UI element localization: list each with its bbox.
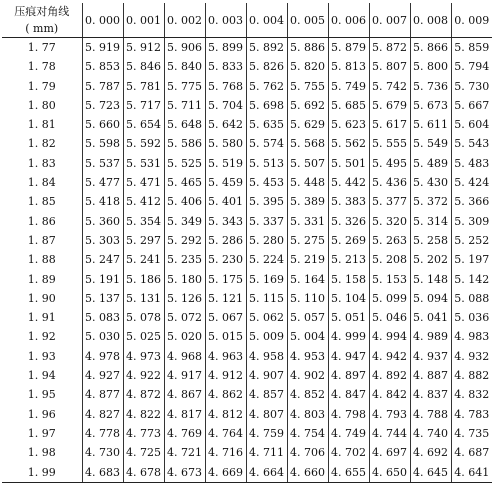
row-label: 1. 77	[27, 41, 56, 54]
table-cell: 4. 641	[451, 463, 492, 483]
table-cell: 4. 692	[410, 443, 451, 462]
table-cell: 4. 932	[451, 347, 492, 366]
row-label: 1. 85	[27, 195, 56, 209]
table-cell: 5. 586	[164, 134, 205, 153]
table-cell: 4. 773	[123, 424, 164, 443]
table-cell: 5. 224	[246, 250, 287, 269]
table-cell: 4. 817	[164, 405, 205, 424]
table-cell: 5. 191	[82, 270, 123, 289]
table-cell: 5. 051	[328, 308, 369, 327]
table-cell: 5. 531	[123, 154, 164, 173]
table-row	[2, 308, 492, 327]
table-row	[2, 289, 492, 308]
table-row	[2, 115, 492, 134]
table-cell: 4. 822	[123, 405, 164, 424]
table-cell: 5. 660	[82, 115, 123, 134]
table-cell: 4. 953	[287, 347, 328, 366]
table-cell: 5. 543	[451, 134, 492, 153]
table-cell: 5. 015	[205, 327, 246, 346]
table-row	[2, 212, 492, 231]
table-row	[2, 57, 492, 76]
table-cell: 4. 798	[328, 405, 369, 424]
table-cell: 5. 213	[328, 250, 369, 269]
column-header: 0. 008	[410, 3, 451, 38]
table-cell: 5. 131	[123, 289, 164, 308]
table-cell: 5. 692	[287, 96, 328, 115]
table-cell: 4. 912	[205, 366, 246, 385]
table-cell: 5. 648	[164, 115, 205, 134]
table-cell: 5. 673	[410, 96, 451, 115]
table-cell: 4. 827	[82, 405, 123, 424]
table-cell: 4. 942	[369, 347, 410, 366]
table-cell: 4. 735	[451, 424, 492, 443]
table-cell: 5. 326	[328, 212, 369, 231]
table-cell: 5. 711	[164, 96, 205, 115]
table-cell: 5. 906	[164, 38, 205, 58]
table-cell: 5. 833	[205, 57, 246, 76]
column-header: 0. 001	[123, 3, 164, 38]
table-cell: 5. 137	[82, 289, 123, 308]
table-cell: 5. 629	[287, 115, 328, 134]
table-cell: 4. 650	[369, 463, 410, 483]
table-cell: 4. 678	[123, 463, 164, 483]
row-label: 1. 88	[27, 253, 56, 267]
table-cell: 4. 999	[328, 327, 369, 346]
table-cell: 4. 749	[328, 424, 369, 443]
table-row	[2, 231, 492, 250]
table-cell: 4. 740	[410, 424, 451, 443]
table-cell: 4. 877	[82, 385, 123, 404]
table-cell: 5. 088	[451, 289, 492, 308]
table-cell: 4. 892	[369, 366, 410, 385]
table-cell: 5. 604	[451, 115, 492, 134]
table-cell: 5. 580	[205, 134, 246, 153]
table-cell: 5. 110	[287, 289, 328, 308]
table-cell: 5. 859	[451, 38, 492, 58]
table-cell: 5. 755	[287, 77, 328, 96]
table-row	[2, 270, 492, 289]
table-cell: 4. 989	[410, 327, 451, 346]
table-cell: 5. 175	[205, 270, 246, 289]
table-row	[2, 443, 492, 462]
table-row	[2, 366, 492, 385]
table-cell: 5. 354	[123, 212, 164, 231]
table-cell: 5. 717	[123, 96, 164, 115]
table-cell: 5. 036	[451, 308, 492, 327]
table-cell: 5. 406	[164, 192, 205, 211]
table-row	[2, 385, 492, 404]
table-cell: 5. 807	[369, 57, 410, 76]
table-cell: 4. 702	[328, 443, 369, 462]
corner-unit: ( mm)	[25, 22, 59, 35]
table-cell: 4. 812	[205, 405, 246, 424]
table-cell: 4. 978	[82, 347, 123, 366]
table-cell: 4. 759	[246, 424, 287, 443]
table-cell: 5. 800	[410, 57, 451, 76]
table-cell: 5. 395	[246, 192, 287, 211]
table-cell: 5. 292	[164, 231, 205, 250]
table-cell: 5. 258	[410, 231, 451, 250]
table-cell: 5. 442	[328, 173, 369, 192]
table-cell: 5. 679	[369, 96, 410, 115]
table-cell: 5. 383	[328, 192, 369, 211]
table-cell: 5. 525	[164, 154, 205, 173]
table-cell: 5. 781	[123, 77, 164, 96]
table-cell: 5. 704	[205, 96, 246, 115]
table-cell: 5. 067	[205, 308, 246, 327]
table-row	[2, 77, 492, 96]
table-cell: 5. 360	[82, 212, 123, 231]
table-cell: 4. 983	[451, 327, 492, 346]
table-cell: 5. 158	[328, 270, 369, 289]
table-cell: 5. 153	[369, 270, 410, 289]
row-label: 1. 82	[27, 137, 56, 151]
table-cell: 5. 685	[328, 96, 369, 115]
table-cell: 5. 879	[328, 38, 369, 58]
table-cell: 5. 762	[246, 77, 287, 96]
table-cell: 5. 126	[164, 289, 205, 308]
row-label: 1. 83	[27, 156, 56, 170]
table-cell: 4. 907	[246, 366, 287, 385]
table-row	[2, 96, 492, 115]
table-cell: 5. 020	[164, 327, 205, 346]
table-cell: 4. 769	[164, 424, 205, 443]
table-cell: 5. 297	[123, 231, 164, 250]
table-cell: 5. 418	[82, 192, 123, 211]
table-cell: 4. 882	[451, 366, 492, 385]
table-cell: 5. 275	[287, 231, 328, 250]
table-cell: 5. 846	[123, 57, 164, 76]
table-cell: 5. 121	[205, 289, 246, 308]
column-header: 0. 003	[205, 3, 246, 38]
table-cell: 4. 958	[246, 347, 287, 366]
table-cell: 5. 197	[451, 250, 492, 269]
table-cell: 5. 062	[246, 308, 287, 327]
row-label: 1. 92	[27, 330, 56, 344]
table-cell: 4. 887	[410, 366, 451, 385]
table-cell: 5. 698	[246, 96, 287, 115]
table-cell: 5. 430	[410, 173, 451, 192]
table-cell: 5. 820	[287, 57, 328, 76]
table-cell: 5. 892	[246, 38, 287, 58]
table-cell: 5. 343	[205, 212, 246, 231]
table-cell: 5. 202	[410, 250, 451, 269]
table-cell: 4. 673	[164, 463, 205, 483]
table-cell: 5. 083	[82, 308, 123, 327]
table-cell: 5. 519	[205, 154, 246, 173]
table-cell: 4. 832	[451, 385, 492, 404]
row-label: 1. 80	[27, 98, 56, 112]
table-cell: 4. 857	[246, 385, 287, 404]
table-cell: 5. 866	[410, 38, 451, 58]
table-cell: 5. 471	[123, 173, 164, 192]
table-cell: 5. 598	[82, 134, 123, 153]
table-cell: 4. 862	[205, 385, 246, 404]
table-cell: 5. 241	[123, 250, 164, 269]
table-cell: 5. 495	[369, 154, 410, 173]
table-cell: 4. 927	[82, 366, 123, 385]
table-cell: 5. 501	[328, 154, 369, 173]
table-cell: 5. 286	[205, 231, 246, 250]
table-cell: 5. 872	[369, 38, 410, 58]
table-cell: 4. 783	[451, 405, 492, 424]
table-cell: 4. 917	[164, 366, 205, 385]
table-cell: 5. 617	[369, 115, 410, 134]
column-header: 0. 004	[246, 3, 287, 38]
table-cell: 5. 730	[451, 77, 492, 96]
table-cell: 4. 793	[369, 405, 410, 424]
table-cell: 5. 775	[164, 77, 205, 96]
table-cell: 5. 208	[369, 250, 410, 269]
table-cell: 5. 320	[369, 212, 410, 231]
table-cell: 5. 303	[82, 231, 123, 250]
table-cell: 5. 537	[82, 154, 123, 173]
table-cell: 5. 314	[410, 212, 451, 231]
table-cell: 4. 730	[82, 443, 123, 462]
table-cell: 5. 642	[205, 115, 246, 134]
table-cell: 4. 725	[123, 443, 164, 462]
row-label: 1. 91	[27, 311, 56, 325]
table-cell: 4. 937	[410, 347, 451, 366]
table-cell: 5. 794	[451, 57, 492, 76]
table-body	[2, 38, 492, 483]
table-cell: 5. 787	[82, 77, 123, 96]
table-cell: 5. 104	[328, 289, 369, 308]
table-cell: 5. 372	[410, 192, 451, 211]
table-cell: 5. 623	[328, 115, 369, 134]
table-cell: 5. 813	[328, 57, 369, 76]
table-cell: 4. 963	[205, 347, 246, 366]
table-row	[2, 405, 492, 424]
table-cell: 4. 655	[328, 463, 369, 483]
table-cell: 4. 807	[246, 405, 287, 424]
table-cell: 5. 389	[287, 192, 328, 211]
table-cell: 4. 803	[287, 405, 328, 424]
row-label: 1. 96	[27, 407, 56, 421]
row-label: 1. 86	[27, 214, 56, 228]
row-label: 1. 95	[27, 388, 56, 402]
table-cell: 5. 749	[328, 77, 369, 96]
table-cell: 5. 853	[82, 57, 123, 76]
table-cell: 5. 142	[451, 270, 492, 289]
table-cell: 4. 788	[410, 405, 451, 424]
table-cell: 4. 922	[123, 366, 164, 385]
table-cell: 5. 041	[410, 308, 451, 327]
table-cell: 5. 635	[246, 115, 287, 134]
table-cell: 4. 744	[369, 424, 410, 443]
row-label: 1. 81	[27, 118, 56, 132]
row-label: 1. 99	[2, 463, 82, 483]
table-cell: 5. 269	[328, 231, 369, 250]
table-cell: 5. 099	[369, 289, 410, 308]
table-row	[2, 327, 492, 346]
table-cell: 5. 004	[287, 327, 328, 346]
table-cell: 4. 706	[287, 443, 328, 462]
table-cell: 5. 453	[246, 173, 287, 192]
table-cell: 4. 968	[164, 347, 205, 366]
table-cell: 5. 436	[369, 173, 410, 192]
table-cell: 4. 764	[205, 424, 246, 443]
table-cell: 4. 872	[123, 385, 164, 404]
table-cell: 5. 349	[164, 212, 205, 231]
table-cell: 5. 826	[246, 57, 287, 76]
table-cell: 4. 778	[82, 424, 123, 443]
table-row	[2, 463, 492, 483]
table-cell: 5. 448	[287, 173, 328, 192]
table-cell: 5. 025	[123, 327, 164, 346]
table-cell: 5. 723	[82, 96, 123, 115]
table-cell: 4. 754	[287, 424, 328, 443]
table-cell: 5. 252	[451, 231, 492, 250]
table-cell: 5. 057	[287, 308, 328, 327]
column-header: 0. 005	[287, 3, 328, 38]
table-row	[2, 173, 492, 192]
table-cell: 4. 660	[287, 463, 328, 483]
table-cell: 5. 309	[451, 212, 492, 231]
column-header: 0. 009	[451, 3, 492, 38]
table-cell: 5. 477	[82, 173, 123, 192]
table-row	[2, 424, 492, 443]
table-cell: 5. 562	[328, 134, 369, 153]
row-label: 1. 97	[27, 426, 56, 440]
hardness-table	[2, 3, 492, 483]
table-cell: 5. 549	[410, 134, 451, 153]
table-cell: 4. 711	[246, 443, 287, 462]
table-cell: 5. 483	[451, 154, 492, 173]
table-cell: 5. 568	[287, 134, 328, 153]
row-label: 1. 79	[27, 79, 56, 93]
table-row	[2, 192, 492, 211]
table-cell: 5. 412	[123, 192, 164, 211]
table-cell: 5. 280	[246, 231, 287, 250]
table-cell: 4. 837	[410, 385, 451, 404]
table-cell: 5. 247	[82, 250, 123, 269]
table-cell: 5. 899	[205, 38, 246, 58]
table-cell: 5. 513	[246, 154, 287, 173]
table-cell: 4. 847	[328, 385, 369, 404]
table-row	[2, 250, 492, 269]
column-header: 0. 007	[369, 3, 410, 38]
table-cell: 5. 148	[410, 270, 451, 289]
table-cell: 4. 687	[451, 443, 492, 462]
table-cell: 4. 721	[164, 443, 205, 462]
table-cell: 5. 094	[410, 289, 451, 308]
table-cell: 5. 030	[82, 327, 123, 346]
row-label: 1. 87	[27, 233, 56, 247]
table-cell: 4. 902	[287, 366, 328, 385]
corner-header	[2, 3, 82, 38]
table-row	[2, 38, 492, 58]
table-row	[2, 347, 492, 366]
table-cell: 5. 768	[205, 77, 246, 96]
table-cell: 4. 716	[205, 443, 246, 462]
table-cell: 5. 465	[164, 173, 205, 192]
table-cell: 5. 235	[164, 250, 205, 269]
table-cell: 5. 078	[123, 308, 164, 327]
table-cell: 5. 401	[205, 192, 246, 211]
table-cell: 5. 230	[205, 250, 246, 269]
table-cell: 5. 424	[451, 173, 492, 192]
table-cell: 4. 683	[82, 463, 123, 483]
column-header: 0. 006	[328, 3, 369, 38]
table-cell: 5. 555	[369, 134, 410, 153]
table-cell: 4. 947	[328, 347, 369, 366]
table-cell: 5. 186	[123, 270, 164, 289]
table-cell: 4. 852	[287, 385, 328, 404]
table-cell: 4. 973	[123, 347, 164, 366]
table-cell: 4. 994	[369, 327, 410, 346]
table-row	[2, 134, 492, 153]
table-cell: 5. 912	[123, 38, 164, 58]
table-cell: 4. 697	[369, 443, 410, 462]
table-cell: 5. 115	[246, 289, 287, 308]
table-cell: 5. 459	[205, 173, 246, 192]
row-label: 1. 94	[27, 369, 56, 383]
row-label: 1. 84	[27, 176, 56, 190]
table-cell: 5. 840	[164, 57, 205, 76]
table-cell: 5. 219	[287, 250, 328, 269]
row-label: 1. 78	[27, 60, 56, 74]
table-cell: 4. 897	[328, 366, 369, 385]
table-cell: 5. 489	[410, 154, 451, 173]
table-cell: 5. 742	[369, 77, 410, 96]
table-cell: 5. 736	[410, 77, 451, 96]
table-cell: 5. 072	[164, 308, 205, 327]
table-cell: 5. 592	[123, 134, 164, 153]
row-label: 1. 90	[27, 291, 56, 305]
table-cell: 5. 667	[451, 96, 492, 115]
table-cell: 5. 574	[246, 134, 287, 153]
table-cell: 5. 366	[451, 192, 492, 211]
table-cell: 4. 842	[369, 385, 410, 404]
table-cell: 5. 507	[287, 154, 328, 173]
table-cell: 5. 263	[369, 231, 410, 250]
table-row	[2, 154, 492, 173]
row-label: 1. 93	[27, 349, 56, 363]
table-cell: 5. 337	[246, 212, 287, 231]
table-cell: 5. 654	[123, 115, 164, 134]
column-header: 0. 000	[82, 3, 123, 38]
table-cell: 5. 046	[369, 308, 410, 327]
table-cell: 5. 169	[246, 270, 287, 289]
row-label: 1. 98	[27, 446, 56, 460]
table-cell: 5. 009	[246, 327, 287, 346]
table-cell: 5. 180	[164, 270, 205, 289]
table-cell: 5. 331	[287, 212, 328, 231]
corner-title: 压痕对角线	[14, 5, 70, 18]
table-cell: 5. 919	[82, 38, 123, 58]
table-cell: 4. 664	[246, 463, 287, 483]
table-cell: 4. 867	[164, 385, 205, 404]
table-cell: 5. 377	[369, 192, 410, 211]
column-header: 0. 002	[164, 3, 205, 38]
row-label: 1. 89	[27, 272, 56, 286]
table-cell: 4. 669	[205, 463, 246, 483]
table-cell: 5. 611	[410, 115, 451, 134]
table-cell: 5. 886	[287, 38, 328, 58]
table-cell: 5. 164	[287, 270, 328, 289]
table-cell: 4. 645	[410, 463, 451, 483]
